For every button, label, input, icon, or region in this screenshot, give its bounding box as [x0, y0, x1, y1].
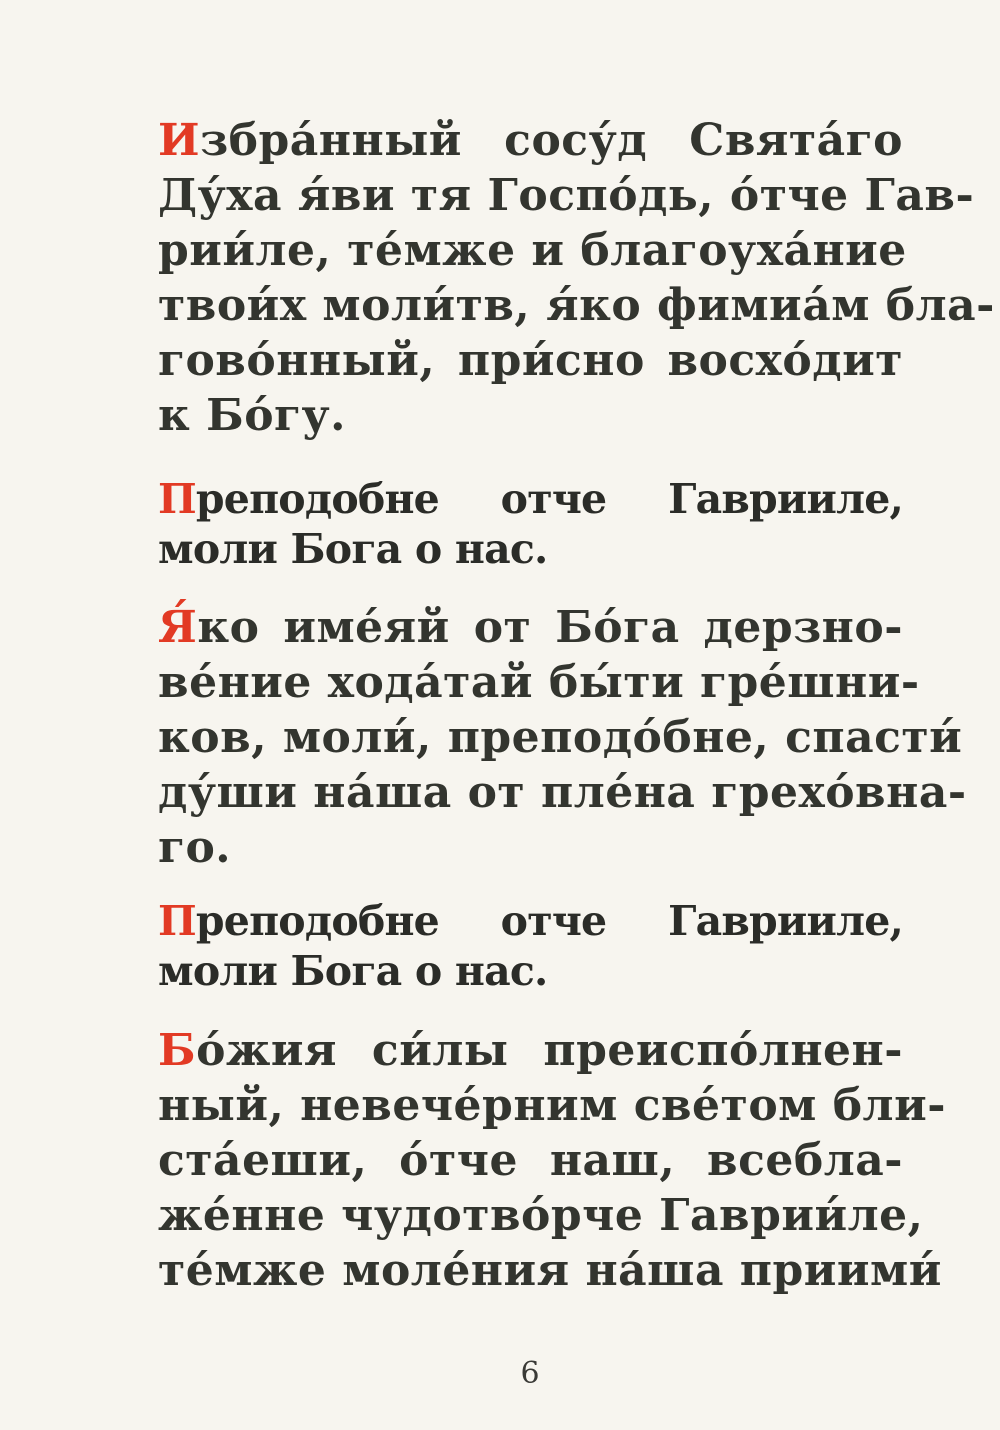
prayer-line: же́нне чудотво́рче Гаврии́ле, [158, 1190, 924, 1241]
prayer-line: ный, невече́рним све́том бли- [158, 1080, 946, 1131]
prayer-line: те́мже моле́ния на́ша приими́ [158, 1245, 942, 1296]
prayer-line: гово́нный, при́сно восхо́дит [158, 335, 903, 386]
prayer-line: Ду́ха я́ви тя Госпо́дь, о́тче Гав- [158, 170, 975, 221]
red-initial: И [158, 115, 201, 166]
prayer-line: твои́х моли́тв, я́ко фимиа́м бла- [158, 280, 995, 331]
refrain-line: Преподобне отче Гавриилe, [158, 475, 903, 523]
prayer-paragraph-1 [158, 113, 995, 443]
prayer-line: ду́ши на́ша от пле́на грехо́вна- [158, 767, 967, 818]
refrain-line: моли Бога о нас. [158, 947, 548, 995]
prayer-line: ве́ние хода́тай бы́ти гре́шни- [158, 657, 920, 708]
prayer-line: ков, моли́, преподо́бне, спасти́ [158, 712, 963, 763]
prayer-paragraph-2 [158, 600, 967, 875]
prayer-line: го. [158, 822, 232, 873]
refrain-line: моли Бога о нас. [158, 525, 548, 573]
page-number: 6 [520, 1356, 540, 1391]
prayer-line: Бо́жия си́лы преиспо́лнен- [158, 1025, 903, 1076]
red-initial: П [158, 475, 196, 523]
red-initial: Я́ [158, 602, 198, 653]
prayer-line: Избра́нный сосу́д Свята́го [158, 115, 903, 166]
refrain-2 [158, 896, 903, 996]
prayer-line: Я́ко име́яй от Бо́га дерзно- [158, 602, 903, 653]
red-initial: Б [158, 1025, 197, 1076]
prayer-line: ста́еши, о́тче наш, всебла- [158, 1135, 903, 1186]
prayer-paragraph-3 [158, 1023, 946, 1298]
refrain-line: Преподобне отче Гавриилe, [158, 897, 903, 945]
red-initial: П [158, 897, 196, 945]
refrain-1 [158, 474, 903, 574]
prayer-line: к Бо́гу. [158, 390, 346, 441]
prayer-line: рии́ле, те́мже и благоуха́ние [158, 225, 907, 276]
